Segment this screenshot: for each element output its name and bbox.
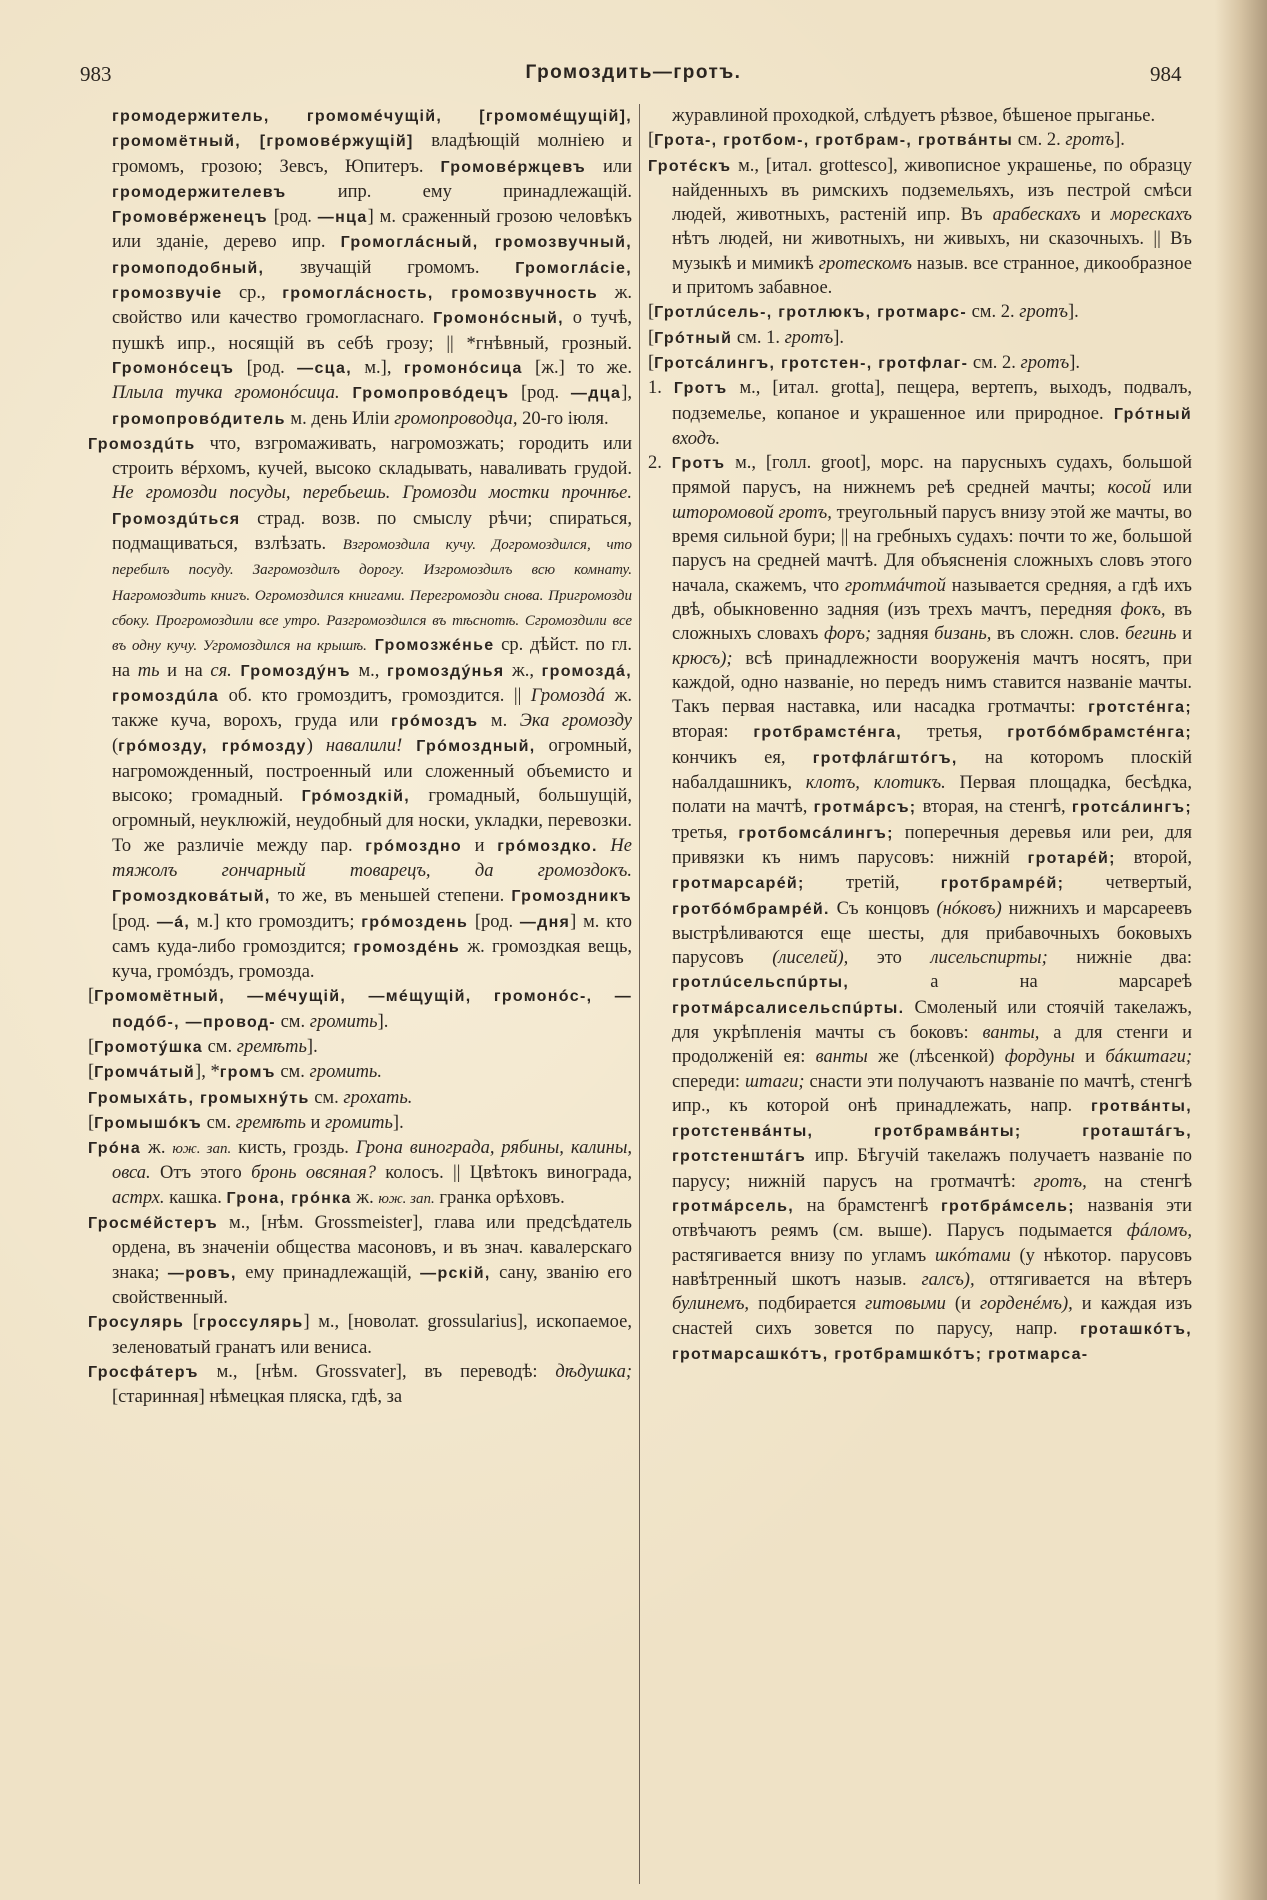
definition-text: названія эти отвѣчаютъ реямъ (см. выше). Парусъ подымается <box>672 1196 1192 1242</box>
running-title: Громоздить—гротъ. <box>525 62 742 83</box>
definition-text: м. день Иліи <box>285 408 395 429</box>
definition-text: же (лѣсенкой) <box>867 1047 1005 1068</box>
definition-text: страд. возв. по смыслу рѣчи; спираться, подмащиваться, взлѣзать. <box>112 508 632 555</box>
headword-text: Грона, грóнка <box>226 1189 352 1207</box>
definition-text: [ <box>648 352 655 373</box>
definition-text: Отъ этого <box>150 1163 252 1184</box>
headword-text: гротарéй; <box>1027 849 1116 867</box>
dictionary-entry <box>648 326 1192 351</box>
headword-text: Громовéржцевъ <box>440 158 587 176</box>
definition-text: см. <box>309 1087 344 1108</box>
definition-text: ]. <box>833 327 845 348</box>
definition-text: а на марсареѣ <box>849 972 1192 993</box>
dictionary-entry <box>88 1360 632 1410</box>
example-text: гротъ <box>1020 352 1070 373</box>
example-text: Не громозди посуды, перебьешь. Громозди мостки прочнѣе. <box>112 483 632 504</box>
example-text: грохать. <box>343 1087 413 1108</box>
headword-text: Громоглáсный, громозвучный, громоподобный, <box>112 234 632 277</box>
headword-text: гротфлáгштóгъ, <box>812 749 958 767</box>
example-text: гремѣть <box>235 1112 306 1133</box>
definition-text: гранка орѣховъ. <box>434 1187 565 1208</box>
headword-text: гротлúсельспúрты, <box>672 974 850 992</box>
definition-text: (у нѣкотор. парусовъ навѣтренный шкотъ назыв. <box>672 1245 1192 1290</box>
definition-text: см. <box>275 1062 310 1083</box>
definition-text: ж. <box>141 1138 173 1159</box>
definition-text: [род. <box>267 207 318 228</box>
definition-text: ж. свойство или качество громогласнаго. <box>112 283 632 329</box>
right-column <box>648 104 1192 1367</box>
headword-text: Громомётный, —мéчущій, —мéщущій, громонóс-, —подóб-, —провод- <box>94 988 632 1031</box>
headword-text: грóмозду, грóмозду <box>118 738 307 756</box>
dictionary-entry <box>648 351 1192 376</box>
definition-text: и <box>1080 205 1111 226</box>
definition-text: м., [голл. groot], морс. на парусныхъ судахъ, большой прямой парусъ, на нижнемъ реѣ средней мачты; <box>672 453 1193 499</box>
dictionary-entry <box>88 1111 632 1136</box>
definition-text: и <box>461 835 498 856</box>
example-text: морескахъ <box>1110 205 1193 226</box>
example-text: Не тяжолъ гончарный товарецъ, да громоздокъ. <box>112 835 632 881</box>
definition-text: въ сложныхъ словахъ <box>672 599 1193 645</box>
definition-text: ( <box>112 736 119 757</box>
dictionary-entry <box>648 104 1192 128</box>
definition-text: или <box>586 156 632 177</box>
example-text: шкóтами <box>934 1245 1011 1266</box>
headword-text: Громоздúть <box>88 435 196 453</box>
example-text: ванты <box>815 1047 868 1068</box>
definition-text: см. <box>201 1112 236 1133</box>
running-header <box>0 62 1267 92</box>
definition-text: огромный, нагроможденный, построенный или сложенный объемисто и высоко; громадный. <box>112 736 632 807</box>
headword-text: гроташкóтъ, гротмарсашкóтъ, гротбрамшкóтъ; гротмарса- <box>672 1320 1192 1363</box>
dictionary-entry <box>88 1035 632 1060</box>
definition-text: Съ концовъ <box>829 898 937 919</box>
example-text: гремѣть <box>236 1036 307 1057</box>
definition-text: четвертый, <box>1064 873 1193 894</box>
definition-text: вторая: <box>672 722 754 743</box>
dictionary-entry <box>648 451 1192 1367</box>
example-text: (нóковъ) <box>936 898 1002 919</box>
example-text: астрх. <box>112 1187 165 1208</box>
definition-text: второй, <box>1115 847 1192 868</box>
definition-text: м. <box>478 711 520 732</box>
left-column <box>88 104 632 1409</box>
definition-text: [ <box>648 327 655 348</box>
definition-text: м., [итал. grottesco], живописное украшенье, по образцу найденныхъ въ римскихъ подземельяхъ, изъ пестрой смѣси людей, животныхъ, растеній ипр. Въ <box>672 155 1192 226</box>
example-text: бронь овсяная? <box>251 1163 376 1184</box>
dictionary-entry <box>88 1136 632 1211</box>
headword-text: Гротъ <box>671 455 726 473</box>
headword-text: громоздéнь <box>353 938 461 956</box>
definition-text: ]. <box>306 1036 318 1057</box>
definition-text: на которомъ плоскій набалдашникъ, <box>672 747 1192 794</box>
example-text: гитовыми <box>865 1294 946 1315</box>
dictionary-entry <box>648 376 1192 451</box>
definition-text: ], <box>621 383 633 404</box>
definition-text: звучащій громомъ. <box>264 257 516 278</box>
headword-text: Громышóкъ <box>94 1114 202 1132</box>
page-number-left: 983 <box>80 62 112 86</box>
headword-text: громоздá, громоздúла <box>112 662 632 705</box>
definition-text: см. <box>202 1036 237 1057</box>
example-text: арабескахъ <box>992 205 1081 226</box>
definition-text: а для стенги и продолженій ея: <box>672 1022 1193 1068</box>
definition-text: Первая площадка, бесѣдка, полати на мачтѣ, <box>672 773 1192 818</box>
definition-text: журавлиной проходкой, слѣдуетъ рѣзвое, бѣшеное прыганье. <box>672 106 1156 126</box>
example-text: фáломъ, <box>1126 1221 1192 1242</box>
definition-text: [ <box>648 302 655 323</box>
definition-text: колосъ. || Цвѣтокъ винограда, <box>375 1163 632 1184</box>
headword-text: Грóмоздный, <box>402 738 536 756</box>
headword-text: Грóмоздкій, <box>301 788 410 806</box>
example-text: Громоздá <box>530 685 606 706</box>
definition-text: м., <box>350 660 388 681</box>
headword-text: грóмоздъ <box>391 713 479 731</box>
example-text: громить. <box>309 1062 382 1083</box>
example-text: бегинь <box>1124 624 1177 645</box>
definition-text: см. 2. <box>1013 130 1066 151</box>
definition-text: ипр. Бѣгучій такелажъ получаетъ названіе по парусу; нижній парусъ на гротмачтѣ: <box>672 1146 1192 1192</box>
definition-text: владѣющій молніею и громомъ, грозою; Зевсъ, Юпитеръ. <box>112 131 632 177</box>
headword-text: громодержителевъ <box>112 183 287 201</box>
definition-text: ] м. сраженный грозою человѣкъ или зданіе, дерево ипр. <box>112 207 632 253</box>
definition-text: [ <box>184 1312 199 1333</box>
definition-text: и <box>305 1112 326 1133</box>
definition-text: [род. <box>234 357 298 378</box>
example-text: горденéмъ), <box>979 1294 1073 1315</box>
headword-text: громоздýнья <box>387 662 505 680</box>
definition-text: [род. <box>509 383 571 404</box>
headword-text: гротстéнга; <box>1088 699 1192 717</box>
headword-text: Гросфáтеръ <box>88 1363 199 1381</box>
definition-text: [ <box>88 1062 95 1083</box>
example-text: (лиселей), <box>772 948 849 969</box>
dictionary-entry <box>88 1086 632 1111</box>
headword-text: —á, <box>156 913 191 931</box>
example-text: гротъ <box>1019 302 1068 323</box>
example-text: юж. зап. <box>378 1190 435 1207</box>
headword-text: Гросулярь <box>88 1314 185 1332</box>
headword-text: громъ <box>219 1064 276 1082</box>
definition-text: [род. <box>112 911 157 932</box>
headword-text: гротсáлингъ; <box>1071 799 1193 817</box>
definition-text: ж. <box>351 1187 379 1208</box>
headword-text: громоглáсность, громозвучность <box>282 285 599 303</box>
headword-text: гротмáрсель, <box>672 1198 794 1216</box>
definition-text: см. 1. <box>732 327 785 348</box>
headword-text: громонóсица <box>403 359 523 377</box>
definition-text: о тучѣ, пушкѣ ипр., носящій въ себѣ грозу; || *гнѣвный, грозный. <box>112 308 632 354</box>
definition-text: ] м. кто самъ куда-либо громоздится; <box>112 911 632 957</box>
headword-text: —ровъ, <box>167 1264 237 1282</box>
dictionary-entry <box>648 154 1192 301</box>
example-text: фокъ, <box>1120 599 1166 620</box>
example-text: Эка громозду <box>519 711 632 732</box>
headword-text: гротбрамстéнга, <box>753 724 903 742</box>
definition-text: треугольный парусъ внизу этой же мачты, во время сильной бури; || на гребныхъ судахъ: почти то же, большой парусъ на средней мачтѣ. Для объясненія сложныхъ словъ этого начала, скажемъ, что <box>672 502 1192 596</box>
headword-text: —дца <box>570 385 622 403</box>
headword-text: Громоздникъ <box>511 888 632 906</box>
headword-text: Гротъ <box>673 380 728 398</box>
definition-text: 1. <box>648 378 674 399</box>
definition-text: [ж.] то же. <box>522 357 632 378</box>
example-text: громить <box>325 1112 393 1133</box>
definition-text: ) <box>306 736 326 757</box>
definition-text: и на <box>159 660 211 681</box>
headword-text: Громозжéнье <box>366 637 495 655</box>
example-text: Плыла тучка громонóсица. <box>112 383 340 404</box>
definition-text: ж. также куча, ворохъ, груда или <box>112 685 632 732</box>
headword-text: грóмоздко. <box>497 837 598 855</box>
definition-text: это <box>848 948 931 969</box>
example-text: бизань, <box>934 624 992 645</box>
definition-text: ]. <box>392 1112 404 1133</box>
definition-text: сану, званію его свойственный. <box>112 1262 632 1308</box>
definition-text: вторая, на стенгѣ, <box>916 797 1072 818</box>
definition-text: ]. <box>1067 302 1079 323</box>
headword-text: Грóтный <box>654 329 733 347</box>
definition-text: что, взгромаживать, нагромозжать; городить или строить вéрхомъ, кучей, высоко складывать, наваливать грудой. <box>112 433 632 480</box>
headword-text: Грóна <box>88 1140 142 1158</box>
page-number-right: 984 <box>1150 62 1182 86</box>
headword-text: грóмоздень <box>361 913 469 931</box>
headword-text: —рскій, <box>420 1264 491 1282</box>
definition-text: см. 2. <box>966 302 1020 323</box>
definition-text: [род. <box>468 911 520 932</box>
definition-text: задняя <box>871 624 935 645</box>
headword-text: Громопровóдецъ <box>339 385 510 403</box>
example-text: галсъ), <box>921 1269 975 1290</box>
definition-text: называется средняя, а гдѣ ихъ двѣ, обыкновенно задняя (изъ трехъ мачтъ, передняя <box>672 575 1192 620</box>
headword-text: гротбóмбрамстéнга; <box>1007 724 1192 742</box>
definition-text: ] м., [новолат. grossularius], ископаемое, зеленоватый гранатъ или вениса. <box>112 1312 632 1358</box>
definition-text: ср. дѣйст. по гл. на <box>112 635 632 681</box>
definition-text: поперечныя деревья или реи, для привязки къ нимъ парусовъ: нижній <box>672 822 1192 868</box>
headword-text: гротвáнты, гротстенвáнты, гротбрамвáнты; гроташтáгъ, гротстенштáгъ <box>672 1097 1192 1166</box>
dictionary-entry <box>88 432 632 985</box>
headword-text: гротбомсáлингъ; <box>738 824 894 842</box>
definition-text: [ <box>648 130 655 151</box>
example-text: бáкштаги; <box>1105 1047 1192 1068</box>
headword-text: Громовéрженецъ <box>112 209 268 227</box>
definition-text: подбирается <box>749 1294 866 1315</box>
definition-text: [ <box>88 1036 95 1057</box>
example-text: ся. <box>210 660 232 681</box>
headword-text: Гротéскъ <box>648 157 732 175</box>
definition-text: ]. <box>377 1011 389 1032</box>
definition-text: всѣ принадлежности вооруженія мачтъ носятъ, при каждой, одно названіе, но передъ нимъ ставится названіе мачты. Такъ первая наставка, или насадка гротмачты: <box>672 648 1192 718</box>
headword-text: Гротсáлингъ, гротстен-, гротфлаг- <box>654 354 969 372</box>
headword-text: гротбрáмсель; <box>941 1198 1075 1216</box>
headword-text: —нца <box>317 209 368 227</box>
headword-text: гротмáрсалисельспúрты. <box>672 999 905 1017</box>
example-text: ванты, <box>982 1022 1040 1043</box>
headword-text: —дня <box>519 913 571 931</box>
definition-text: въ сложн. слов. <box>991 624 1125 645</box>
headword-text: Грóтный <box>1113 405 1192 423</box>
definition-text: ]. <box>1114 130 1125 151</box>
headword-text: Громчáтый <box>94 1064 196 1082</box>
headword-text: Громоздúться <box>112 510 241 528</box>
example-text: фордуны <box>1004 1047 1075 1068</box>
dictionary-entry <box>88 1060 632 1085</box>
definition-text: то же, въ меньшей степени. <box>270 886 512 907</box>
definition-text: 2. <box>648 453 672 474</box>
headword-text: грóмоздно <box>365 837 462 855</box>
example-text: клотъ, клотикъ. <box>805 773 946 794</box>
headword-text: —сца, <box>297 359 352 377</box>
dictionary-entry <box>88 984 632 1035</box>
headword-text: Гротлúсель-, гротлюкъ, гротмарс- <box>654 304 967 322</box>
definition-text: и каждая изъ снастей сихъ зовется по парусу, напр. <box>672 1294 1193 1339</box>
definition-text: [ <box>88 986 95 1007</box>
headword-text: Громонóсный, <box>433 310 564 328</box>
headword-text: Громоглáсіе, громозвучіе <box>112 259 632 303</box>
definition-text: об. кто громоздитъ, громоздится. || <box>219 685 531 706</box>
definition-text: см. 2. <box>968 352 1021 373</box>
definition-text: кисть, гроздь. <box>231 1138 356 1159</box>
definition-text: растягивается внизу по угламъ <box>672 1245 935 1266</box>
definition-text: третья, <box>672 822 739 843</box>
example-text: штаги; <box>745 1071 805 1092</box>
headword-text: гроссулярь <box>198 1314 304 1332</box>
headword-text: громопровóдитель <box>112 410 286 428</box>
definition-text: ему принадлежащій, <box>236 1262 421 1283</box>
headword-text: гротбрамрéй; <box>940 875 1065 893</box>
headword-text: гротмáрсъ; <box>813 799 917 817</box>
example-text: гротъ <box>784 327 834 348</box>
definition-text: [старинная] нѣмецкая пляска, гдѣ, за <box>112 1387 403 1408</box>
definition-text: м.] кто громоздитъ; <box>190 911 362 932</box>
example-text: Взгромоздила кучу. Догромоздился, что перебилъ посуду. Загромоздилъ дорогу. Изгромоздилъ всю комнату. Нагромоздить книгъ. Огромоздился книгами. Перегромозди снова. Пригромозди сбоку. Прогромоздили все утро. Разгромоздился въ тѣснотѣ. Сгромоздили все въ одну кучу. Угромоздился на крышѣ. <box>112 537 632 655</box>
definition-text: ]. <box>1069 352 1081 373</box>
definition-text: спереди: <box>672 1071 746 1092</box>
definition-text: м., [нѣм. Grossmeister], глава или предсѣдатель ордена, въ значеніи общества масоновъ, и въ знач. кавалерскаго знака; <box>112 1213 632 1283</box>
headword-text: Громоздковáтый, <box>112 888 271 906</box>
example-text: юж. зап. <box>172 1141 232 1158</box>
definition-text: нѣтъ людей, ни животныхъ, ни живыхъ, ни сказочныхъ. || Въ музыкѣ и мимикѣ <box>672 229 1192 274</box>
definition-text: третій, <box>804 873 941 894</box>
example-text: дѣдушка; <box>555 1361 632 1382</box>
example-text: крюсъ); <box>672 648 733 669</box>
definition-text: 20-го іюля. <box>517 408 609 429</box>
definition-text: ипр. ему принадлежащій. <box>286 181 632 202</box>
headword-text: громодержитель, громомéчущій, [громомéщущій], громомётный, [громовéржущій] <box>112 108 632 151</box>
headword-text: Громоздýнъ <box>231 662 351 680</box>
dictionary-entry <box>88 1211 632 1310</box>
definition-text: третья, <box>902 722 1008 743</box>
example-text: входъ. <box>672 428 721 449</box>
dictionary-entry <box>648 128 1192 153</box>
definition-text: м., [нѣм. Grossvater], въ переводѣ: <box>198 1361 556 1382</box>
definition-text: [ <box>88 1112 95 1133</box>
definition-text: кашка. <box>164 1187 227 1208</box>
dictionary-entry <box>648 300 1192 325</box>
definition-text: громадный, большущій, огромный, неуклюжій, неудобный для носки, укладки, перевозки. То же различіе между пар. <box>112 786 632 856</box>
headword-text: гротмарсарéй; <box>672 875 805 893</box>
example-text: громопроводца, <box>394 408 518 429</box>
dictionary-entry <box>88 1310 632 1360</box>
column-divider <box>639 104 640 1884</box>
headword-text: Громотýшка <box>94 1038 203 1056</box>
headword-text: Громонóсецъ <box>112 359 235 377</box>
example-text: булинемъ, <box>672 1294 750 1315</box>
headword-text: Грота-, гротбом-, гротбрам-, гротвáнты <box>654 132 1014 150</box>
definition-text: нижнихъ и марсареевъ выстрѣливаются еще шесты, для прибавочныхъ боковыхъ парусовъ <box>672 898 1192 969</box>
definition-text: или <box>1150 478 1192 499</box>
headword-text: Гросмéйстеръ <box>88 1215 218 1233</box>
example-text: шторомовой гротъ, <box>672 502 832 523</box>
definition-text: ж., <box>504 660 542 681</box>
definition-text: нижніе два: <box>1047 948 1193 969</box>
definition-text: на стенгѣ <box>1086 1171 1192 1192</box>
dictionary-entry <box>88 104 632 432</box>
definition-text: кончикъ ея, <box>672 747 813 768</box>
headword-text: Громыхáть, громыхнýть <box>88 1089 310 1107</box>
definition-text: оттягивается на вѣтеръ <box>974 1269 1192 1290</box>
definition-text: назыв. все странное, дикообразное и притомъ забавное. <box>672 253 1192 299</box>
definition-text: м., [итал. grotta], пещера, вертепъ, выходъ, подвалъ, подземелье, копаное и украшенное или природное. <box>672 378 1193 424</box>
headword-text: гротбóмбрамрéй. <box>672 900 830 918</box>
example-text: гротмáчтой <box>845 575 946 596</box>
definition-text: ], * <box>195 1062 220 1083</box>
definition-text: и <box>1176 624 1193 645</box>
definition-text: ж. громоздкая вещь, куча, громóздъ, громозда. <box>112 936 633 983</box>
example-text: лисельспирты; <box>930 948 1048 969</box>
example-text: гротъ <box>1065 130 1115 151</box>
definition-text: на брамстенгѣ <box>794 1196 942 1217</box>
definition-text: и <box>1074 1047 1106 1068</box>
definition-text: м.], <box>351 357 404 378</box>
example-text: ть <box>137 660 160 681</box>
definition-text: ср., <box>222 283 283 304</box>
definition-text: см. <box>275 1011 310 1032</box>
example-text: Грона винограда, рябины, калины, овса. <box>112 1138 632 1184</box>
example-text: гротъ, <box>1033 1171 1087 1192</box>
example-text: гротескомъ <box>818 253 912 274</box>
definition-text: Смоленый или стоячій такелажъ, для укрѣпленія мачты съ боковъ: <box>672 997 1192 1043</box>
definition-text: снасти эти получаютъ названіе по мачтѣ, стенгѣ ипр., къ которой онѣ принадлежать, напр. <box>672 1071 1193 1116</box>
example-text: навалили! <box>325 736 403 757</box>
example-text: форъ; <box>824 624 872 645</box>
example-text: косой <box>1107 478 1151 499</box>
definition-text: (и <box>945 1294 980 1315</box>
example-text: громить <box>309 1011 378 1032</box>
